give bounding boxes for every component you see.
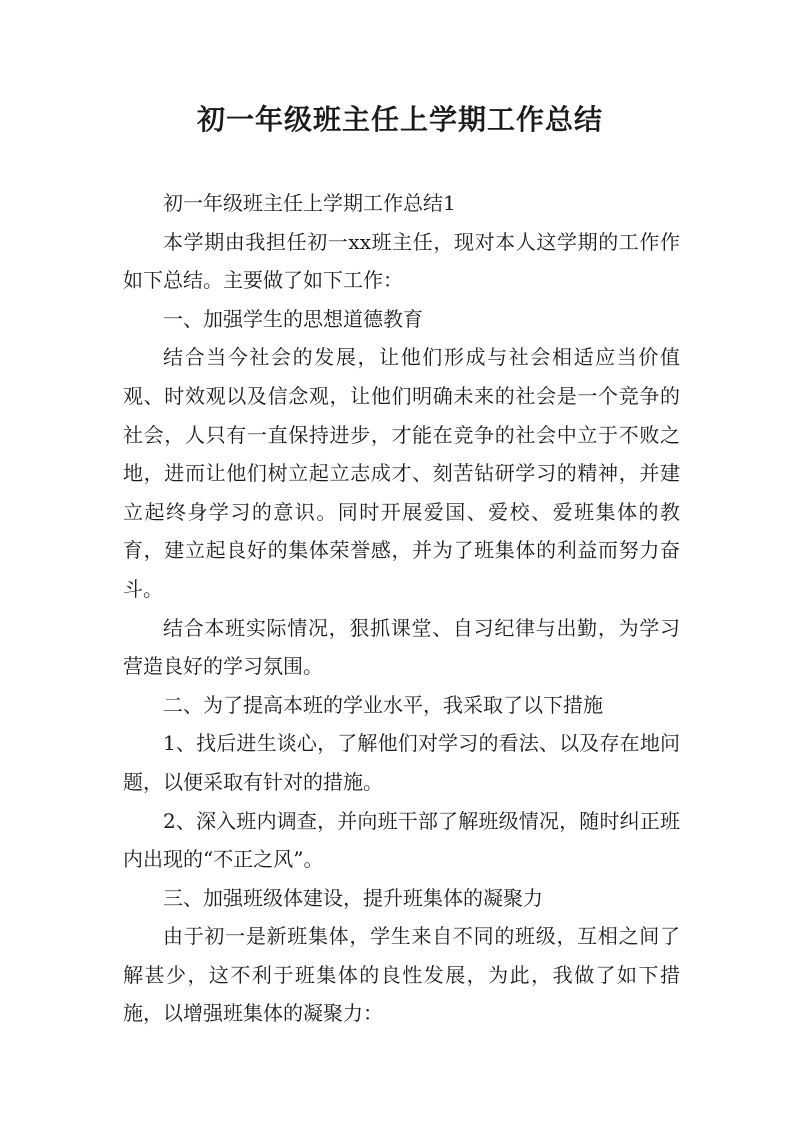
body-paragraph: 结合当今社会的发展，让他们形成与社会相适应当价值观、时效观以及信念观，让他们明确未来的社会是一个竞争的社会，人只有一直保持进步，才能在竞争的社会中立于不败之地，进而让他们树立起立志成才、刻苦钻研学习的精神，并建立起终身学习的意识。同时开展爱国、爱校、爱班集体的教育，建立起良好的集体荣誉感，并为了班集体的利益而努力奋斗。 — [123, 345, 680, 601]
document-title: 初一年级班主任上学期工作总结 — [196, 103, 603, 136]
subtitle-paragraph: 初一年级班主任上学期工作总结1 — [163, 191, 456, 215]
body-paragraph: 由于初一是新班集体，学生来自不同的班级，互相之间了解甚少，这不利于班集体的良性发展，为此，我做了如下措施，以增强班集体的凝聚力： — [123, 924, 680, 1026]
section-heading-1: 一、加强学生的思想道德教育 — [163, 306, 423, 331]
intro-paragraph: 本学期由我担任初一xx班主任，现对本人这学期的工作作如下总结。主要做了如下工作： — [123, 229, 680, 293]
section-heading-2: 二、为了提高本班的学业水平，我采取了以下措施 — [163, 692, 603, 717]
section-heading-3: 三、加强班级体建设，提升班集体的凝聚力 — [163, 885, 543, 910]
document-body — [123, 184, 680, 1033]
list-item: 2、深入班内调查，并向班干部了解班级情况，随时纠正班内出现的“不正之风”。 — [123, 808, 680, 872]
list-item: 1、找后进生谈心，了解他们对学习的看法、以及存在地问题，以便采取有针对的措施。 — [123, 731, 680, 794]
body-paragraph: 结合本班实际情况，狠抓课堂、自习纪律与出勤，为学习营造良好的学习氛围。 — [123, 615, 680, 679]
